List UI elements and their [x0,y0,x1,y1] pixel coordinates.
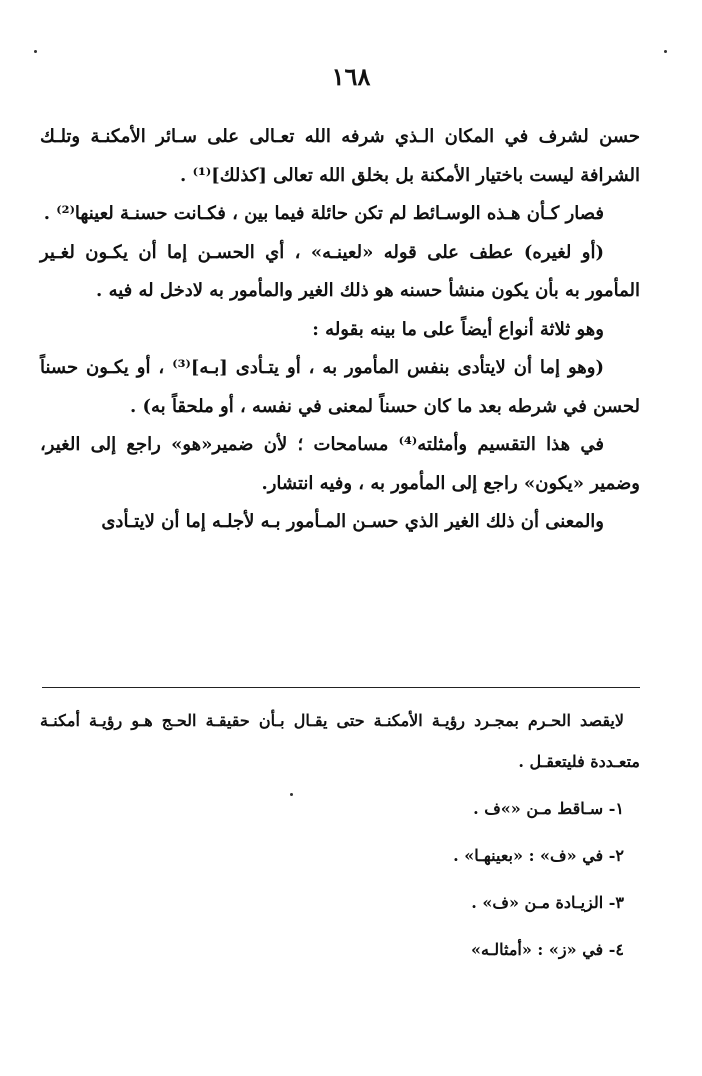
paragraph: وهو ثلاثة أنواع أيضاً على ما بينه بقوله : [312,318,604,340]
paragraph: (أو لغيره) عطف على قوله «لعينـه» ، أي الحسـن إما أن يكـون لغـير المأمور به بأن يكون منشأ حسنه هو ذلك الغير والمأمور به لادخل له فيه . [40,241,640,301]
footnote-item: ١- سـاقط مـن «»ف . [473,799,624,818]
paragraph: فصار كـأن هـذه الوسـائط لم تكن حائلة فيما بين ، فكـانت حسنـة لعينها⁽²⁾ . [43,203,604,224]
footnote-item: ٢- في «ف» : «بعينهـا» . [453,846,624,865]
footnote-divider [42,687,640,688]
paragraph: (وهو إما أن لايتأدى بنفس المأمور به ، أو يتـأدى [بـه]⁽³⁾ ، أو يكـون حسناً لحسن في شرطه بعد ما كان حسناً لمعنى في نفسه ، أو ملحقاً به) . [40,357,640,417]
paragraph: حسن لشرف في المكان الـذي شرفه الله تعـالى على سـائر الأمكنـة وتلـك الشرافة ليست باختيار الأمكنة بل بخلق الله تعالى [كذلك]⁽¹⁾ . [40,126,640,186]
footnote-item: ٤- في «ز» : «أمثالـه» [471,940,624,959]
scan-speck [34,50,37,53]
paragraph: والمعنى أن ذلك الغير الذي حسـن المـأمور بـه لأجلـه إما أن لايتـأدى [101,511,604,532]
footnote-item: ٣- الزيـادة مـن «ف» . [471,893,624,912]
scan-speck [664,50,667,53]
main-text [40,118,640,542]
paragraph: في هذا التقسيم وأمثلته⁽⁴⁾ مسامحات ؛ لأن ضمير«هو» راجع إلى الغير، وضمير «يكون» راجع إلى المأمور به ، وفيه انتشار. [40,434,640,494]
footnotes [40,700,640,970]
scan-speck [290,793,293,796]
footnote-continuation: لايقصد الحـرم بمجـرد رؤيـة الأمكنـة حتى يقـال بـأن حقيقـة الحـج هـو رؤيـة أمكنـة متعـددة فليتعقـل . [40,711,640,771]
page-number: ١٦٨ [331,62,371,91]
